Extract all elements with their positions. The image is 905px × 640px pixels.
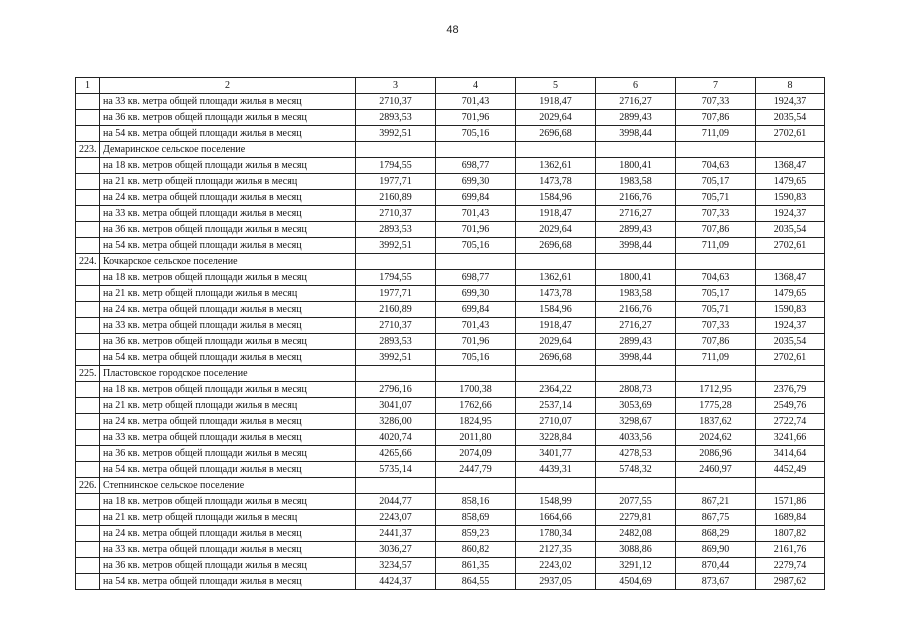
area-norm-label: на 21 кв. метр общей площади жилья в месяц <box>100 286 356 302</box>
value-cell: 2029,64 <box>516 222 596 238</box>
value-cell <box>756 254 825 270</box>
value-cell: 1780,34 <box>516 526 596 542</box>
value-cell: 2011,80 <box>436 430 516 446</box>
area-norm-label: на 54 кв. метра общей площади жилья в месяц <box>100 462 356 478</box>
table-row <box>76 382 825 398</box>
value-cell: 701,43 <box>436 94 516 110</box>
value-cell: 2160,89 <box>356 302 436 318</box>
value-cell: 2243,02 <box>516 558 596 574</box>
row-number <box>76 350 100 366</box>
row-number <box>76 222 100 238</box>
value-cell: 2166,76 <box>596 302 676 318</box>
value-cell: 2035,54 <box>756 110 825 126</box>
table-row <box>76 190 825 206</box>
table-row <box>76 158 825 174</box>
value-cell: 4452,49 <box>756 462 825 478</box>
area-norm-label: на 36 кв. метров общей площади жилья в месяц <box>100 334 356 350</box>
value-cell: 2364,22 <box>516 382 596 398</box>
value-cell: 859,23 <box>436 526 516 542</box>
settlement-name: Демаринское сельское поселение <box>100 142 356 158</box>
value-cell: 3241,66 <box>756 430 825 446</box>
value-cell: 2716,27 <box>596 318 676 334</box>
value-cell: 2074,09 <box>436 446 516 462</box>
section-row <box>76 366 825 382</box>
table-body <box>76 78 825 590</box>
area-norm-label: на 33 кв. метра общей площади жилья в месяц <box>100 206 356 222</box>
tariff-table <box>75 77 825 590</box>
row-number <box>76 430 100 446</box>
value-cell: 2035,54 <box>756 222 825 238</box>
value-cell: 704,63 <box>676 270 756 286</box>
value-cell: 707,33 <box>676 94 756 110</box>
value-cell: 2710,37 <box>356 318 436 334</box>
value-cell: 2796,16 <box>356 382 436 398</box>
value-cell: 2077,55 <box>596 494 676 510</box>
value-cell: 2696,68 <box>516 126 596 142</box>
value-cell: 705,17 <box>676 174 756 190</box>
section-row <box>76 142 825 158</box>
area-norm-label: на 54 кв. метра общей площади жилья в месяц <box>100 126 356 142</box>
area-norm-label: на 36 кв. метров общей площади жилья в месяц <box>100 446 356 462</box>
value-cell: 861,35 <box>436 558 516 574</box>
row-number <box>76 398 100 414</box>
header-row <box>76 78 825 94</box>
table-row <box>76 286 825 302</box>
value-cell: 1918,47 <box>516 94 596 110</box>
value-cell: 1918,47 <box>516 206 596 222</box>
value-cell: 1689,84 <box>756 510 825 526</box>
value-cell <box>676 478 756 494</box>
value-cell: 707,86 <box>676 222 756 238</box>
area-norm-label: на 36 кв. метров общей площади жилья в месяц <box>100 222 356 238</box>
value-cell: 1571,86 <box>756 494 825 510</box>
row-number <box>76 110 100 126</box>
value-cell <box>756 366 825 382</box>
row-number <box>76 414 100 430</box>
value-cell: 1775,28 <box>676 398 756 414</box>
row-number <box>76 158 100 174</box>
value-cell <box>596 366 676 382</box>
value-cell: 3286,00 <box>356 414 436 430</box>
table-row <box>76 542 825 558</box>
value-cell: 707,86 <box>676 334 756 350</box>
value-cell: 1584,96 <box>516 302 596 318</box>
value-cell: 1824,95 <box>436 414 516 430</box>
area-norm-label: на 18 кв. метров общей площади жилья в месяц <box>100 494 356 510</box>
value-cell: 1794,55 <box>356 270 436 286</box>
value-cell: 4033,56 <box>596 430 676 446</box>
value-cell: 2029,64 <box>516 334 596 350</box>
value-cell: 1924,37 <box>756 318 825 334</box>
value-cell: 2161,76 <box>756 542 825 558</box>
value-cell: 867,75 <box>676 510 756 526</box>
header-cell: 1 <box>76 78 100 94</box>
value-cell: 704,63 <box>676 158 756 174</box>
value-cell: 1977,71 <box>356 286 436 302</box>
value-cell: 705,16 <box>436 238 516 254</box>
table-row <box>76 302 825 318</box>
row-number <box>76 558 100 574</box>
value-cell: 3234,57 <box>356 558 436 574</box>
value-cell: 699,84 <box>436 190 516 206</box>
table-row <box>76 510 825 526</box>
value-cell: 1362,61 <box>516 270 596 286</box>
value-cell: 2899,43 <box>596 222 676 238</box>
table-row <box>76 430 825 446</box>
value-cell <box>596 478 676 494</box>
value-cell: 1918,47 <box>516 318 596 334</box>
area-norm-label: на 36 кв. метров общей площади жилья в месяц <box>100 110 356 126</box>
row-number: 223. <box>76 142 100 158</box>
header-cell: 6 <box>596 78 676 94</box>
value-cell: 2696,68 <box>516 350 596 366</box>
area-norm-label: на 33 кв. метра общей площади жилья в месяц <box>100 94 356 110</box>
area-norm-label: на 54 кв. метра общей площади жилья в месяц <box>100 350 356 366</box>
value-cell: 2376,79 <box>756 382 825 398</box>
value-cell: 1800,41 <box>596 158 676 174</box>
value-cell: 2160,89 <box>356 190 436 206</box>
value-cell <box>676 366 756 382</box>
value-cell: 2899,43 <box>596 110 676 126</box>
table-row <box>76 126 825 142</box>
value-cell: 2710,07 <box>516 414 596 430</box>
value-cell: 705,16 <box>436 350 516 366</box>
row-number: 225. <box>76 366 100 382</box>
value-cell: 711,09 <box>676 126 756 142</box>
table-row <box>76 318 825 334</box>
row-number <box>76 574 100 590</box>
value-cell: 2166,76 <box>596 190 676 206</box>
value-cell: 701,96 <box>436 334 516 350</box>
table-row <box>76 350 825 366</box>
row-number <box>76 334 100 350</box>
value-cell <box>676 142 756 158</box>
area-norm-label: на 21 кв. метр общей площади жилья в месяц <box>100 398 356 414</box>
area-norm-label: на 21 кв. метр общей площади жилья в месяц <box>100 510 356 526</box>
value-cell: 707,33 <box>676 318 756 334</box>
row-number <box>76 318 100 334</box>
value-cell: 707,33 <box>676 206 756 222</box>
table-row <box>76 558 825 574</box>
table-row <box>76 334 825 350</box>
value-cell: 1837,62 <box>676 414 756 430</box>
value-cell: 1712,95 <box>676 382 756 398</box>
table-row <box>76 414 825 430</box>
area-norm-label: на 54 кв. метра общей площади жилья в месяц <box>100 574 356 590</box>
value-cell: 711,09 <box>676 350 756 366</box>
value-cell: 4278,53 <box>596 446 676 462</box>
value-cell: 1807,82 <box>756 526 825 542</box>
value-cell <box>356 254 436 270</box>
row-number <box>76 238 100 254</box>
value-cell <box>356 478 436 494</box>
table-row <box>76 398 825 414</box>
row-number <box>76 286 100 302</box>
value-cell: 3053,69 <box>596 398 676 414</box>
value-cell: 2086,96 <box>676 446 756 462</box>
value-cell: 4439,31 <box>516 462 596 478</box>
value-cell <box>676 254 756 270</box>
value-cell: 5748,32 <box>596 462 676 478</box>
area-norm-label: на 21 кв. метр общей площади жилья в месяц <box>100 174 356 190</box>
value-cell: 1362,61 <box>516 158 596 174</box>
value-cell: 2460,97 <box>676 462 756 478</box>
value-cell: 1584,96 <box>516 190 596 206</box>
value-cell: 3228,84 <box>516 430 596 446</box>
page-number: 48 <box>446 24 459 36</box>
value-cell <box>516 254 596 270</box>
value-cell: 2029,64 <box>516 110 596 126</box>
value-cell <box>756 478 825 494</box>
header-cell: 8 <box>756 78 825 94</box>
settlement-name: Степнинское сельское поселение <box>100 478 356 494</box>
value-cell: 2702,61 <box>756 238 825 254</box>
value-cell <box>516 366 596 382</box>
area-norm-label: на 54 кв. метра общей площади жилья в месяц <box>100 238 356 254</box>
table-row <box>76 526 825 542</box>
value-cell: 2808,73 <box>596 382 676 398</box>
value-cell: 3298,67 <box>596 414 676 430</box>
value-cell: 3036,27 <box>356 542 436 558</box>
settlement-name: Кочкарское сельское поселение <box>100 254 356 270</box>
value-cell <box>756 142 825 158</box>
value-cell: 860,82 <box>436 542 516 558</box>
value-cell: 1590,83 <box>756 190 825 206</box>
value-cell: 2441,37 <box>356 526 436 542</box>
settlement-name: Пластовское городское поселение <box>100 366 356 382</box>
value-cell <box>436 366 516 382</box>
row-number <box>76 206 100 222</box>
header-cell: 3 <box>356 78 436 94</box>
value-cell: 3998,44 <box>596 350 676 366</box>
value-cell: 2716,27 <box>596 206 676 222</box>
value-cell: 2279,81 <box>596 510 676 526</box>
row-number <box>76 174 100 190</box>
value-cell: 711,09 <box>676 238 756 254</box>
value-cell: 2702,61 <box>756 350 825 366</box>
value-cell: 3992,51 <box>356 126 436 142</box>
area-norm-label: на 36 кв. метров общей площади жилья в месяц <box>100 558 356 574</box>
value-cell <box>436 142 516 158</box>
area-norm-label: на 33 кв. метра общей площади жилья в месяц <box>100 318 356 334</box>
value-cell: 2893,53 <box>356 334 436 350</box>
value-cell <box>516 478 596 494</box>
value-cell: 2899,43 <box>596 334 676 350</box>
area-norm-label: на 24 кв. метра общей площади жилья в месяц <box>100 190 356 206</box>
header-cell: 5 <box>516 78 596 94</box>
table-row <box>76 462 825 478</box>
area-norm-label: на 18 кв. метров общей площади жилья в месяц <box>100 158 356 174</box>
row-number <box>76 494 100 510</box>
value-cell: 3992,51 <box>356 238 436 254</box>
value-cell: 705,71 <box>676 302 756 318</box>
row-number: 224. <box>76 254 100 270</box>
value-cell: 1590,83 <box>756 302 825 318</box>
value-cell: 1794,55 <box>356 158 436 174</box>
value-cell: 1479,65 <box>756 174 825 190</box>
table-row <box>76 174 825 190</box>
section-row <box>76 478 825 494</box>
value-cell: 2702,61 <box>756 126 825 142</box>
value-cell: 2710,37 <box>356 94 436 110</box>
value-cell <box>596 142 676 158</box>
value-cell: 3041,07 <box>356 398 436 414</box>
value-cell: 2549,76 <box>756 398 825 414</box>
value-cell: 3088,86 <box>596 542 676 558</box>
header-cell: 7 <box>676 78 756 94</box>
value-cell: 2987,62 <box>756 574 825 590</box>
area-norm-label: на 24 кв. метра общей площади жилья в месяц <box>100 414 356 430</box>
value-cell: 2243,07 <box>356 510 436 526</box>
row-number <box>76 542 100 558</box>
value-cell: 1977,71 <box>356 174 436 190</box>
table-row <box>76 206 825 222</box>
value-cell: 705,16 <box>436 126 516 142</box>
value-cell: 698,77 <box>436 270 516 286</box>
value-cell: 1924,37 <box>756 206 825 222</box>
value-cell: 3414,64 <box>756 446 825 462</box>
area-norm-label: на 33 кв. метра общей площади жилья в месяц <box>100 542 356 558</box>
value-cell: 868,29 <box>676 526 756 542</box>
value-cell: 1924,37 <box>756 94 825 110</box>
row-number <box>76 302 100 318</box>
value-cell: 1800,41 <box>596 270 676 286</box>
area-norm-label: на 24 кв. метра общей площади жилья в месяц <box>100 526 356 542</box>
table-row <box>76 270 825 286</box>
value-cell: 705,71 <box>676 190 756 206</box>
area-norm-label: на 24 кв. метра общей площади жилья в месяц <box>100 302 356 318</box>
table-row <box>76 446 825 462</box>
value-cell: 4265,66 <box>356 446 436 462</box>
table-row <box>76 574 825 590</box>
value-cell: 2482,08 <box>596 526 676 542</box>
value-cell: 858,69 <box>436 510 516 526</box>
value-cell: 2893,53 <box>356 110 436 126</box>
value-cell <box>436 478 516 494</box>
row-number <box>76 270 100 286</box>
value-cell: 1548,99 <box>516 494 596 510</box>
value-cell: 2537,14 <box>516 398 596 414</box>
value-cell: 5735,14 <box>356 462 436 478</box>
value-cell: 707,86 <box>676 110 756 126</box>
row-number: 226. <box>76 478 100 494</box>
value-cell: 1473,78 <box>516 286 596 302</box>
table-row <box>76 110 825 126</box>
row-number <box>76 126 100 142</box>
value-cell: 2127,35 <box>516 542 596 558</box>
row-number <box>76 190 100 206</box>
value-cell: 3992,51 <box>356 350 436 366</box>
value-cell <box>596 254 676 270</box>
row-number <box>76 446 100 462</box>
value-cell: 701,43 <box>436 318 516 334</box>
row-number <box>76 510 100 526</box>
value-cell <box>516 142 596 158</box>
header-cell: 2 <box>100 78 356 94</box>
value-cell: 2044,77 <box>356 494 436 510</box>
value-cell: 2722,74 <box>756 414 825 430</box>
value-cell: 3291,12 <box>596 558 676 574</box>
value-cell: 2696,68 <box>516 238 596 254</box>
value-cell: 699,30 <box>436 286 516 302</box>
value-cell: 705,17 <box>676 286 756 302</box>
value-cell: 2447,79 <box>436 462 516 478</box>
value-cell: 873,67 <box>676 574 756 590</box>
value-cell: 4424,37 <box>356 574 436 590</box>
value-cell: 699,30 <box>436 174 516 190</box>
value-cell: 858,16 <box>436 494 516 510</box>
value-cell: 3998,44 <box>596 238 676 254</box>
value-cell: 3401,77 <box>516 446 596 462</box>
value-cell: 701,43 <box>436 206 516 222</box>
value-cell: 2710,37 <box>356 206 436 222</box>
row-number <box>76 462 100 478</box>
table-row <box>76 94 825 110</box>
value-cell: 1762,66 <box>436 398 516 414</box>
table-row <box>76 494 825 510</box>
value-cell: 1700,38 <box>436 382 516 398</box>
value-cell: 699,84 <box>436 302 516 318</box>
value-cell: 2937,05 <box>516 574 596 590</box>
value-cell: 2035,54 <box>756 334 825 350</box>
value-cell: 1664,66 <box>516 510 596 526</box>
area-norm-label: на 18 кв. метров общей площади жилья в месяц <box>100 382 356 398</box>
value-cell: 1368,47 <box>756 270 825 286</box>
value-cell: 3998,44 <box>596 126 676 142</box>
row-number <box>76 526 100 542</box>
area-norm-label: на 33 кв. метра общей площади жилья в месяц <box>100 430 356 446</box>
value-cell: 1983,58 <box>596 174 676 190</box>
value-cell: 867,21 <box>676 494 756 510</box>
value-cell: 1473,78 <box>516 174 596 190</box>
table-row <box>76 238 825 254</box>
header-cell: 4 <box>436 78 516 94</box>
value-cell <box>436 254 516 270</box>
value-cell <box>356 142 436 158</box>
value-cell: 2024,62 <box>676 430 756 446</box>
value-cell: 1368,47 <box>756 158 825 174</box>
value-cell: 1479,65 <box>756 286 825 302</box>
value-cell: 2279,74 <box>756 558 825 574</box>
value-cell <box>356 366 436 382</box>
value-cell: 4020,74 <box>356 430 436 446</box>
value-cell: 864,55 <box>436 574 516 590</box>
row-number <box>76 382 100 398</box>
value-cell: 698,77 <box>436 158 516 174</box>
value-cell: 870,44 <box>676 558 756 574</box>
value-cell: 701,96 <box>436 110 516 126</box>
table-row <box>76 222 825 238</box>
value-cell: 869,90 <box>676 542 756 558</box>
area-norm-label: на 18 кв. метров общей площади жилья в месяц <box>100 270 356 286</box>
value-cell: 2716,27 <box>596 94 676 110</box>
row-number <box>76 94 100 110</box>
value-cell: 2893,53 <box>356 222 436 238</box>
value-cell: 4504,69 <box>596 574 676 590</box>
value-cell: 701,96 <box>436 222 516 238</box>
section-row <box>76 254 825 270</box>
value-cell: 1983,58 <box>596 286 676 302</box>
